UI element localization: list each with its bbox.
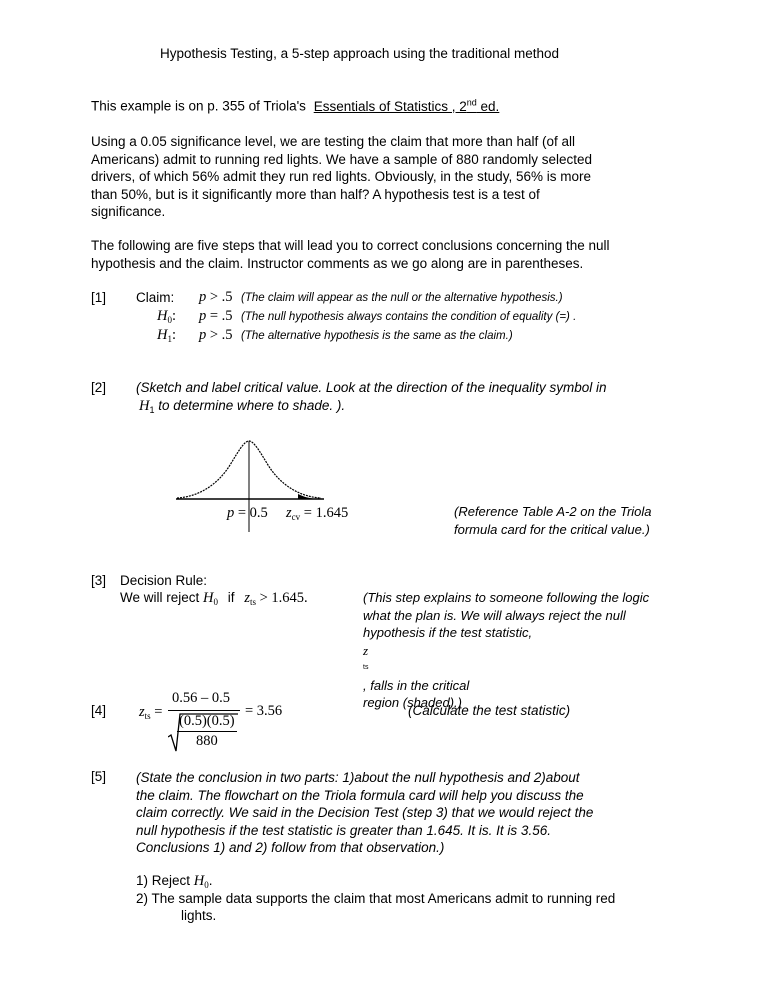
conclusion-1: 1) Reject $H_0$.	[136, 873, 213, 890]
decision-rule: We will reject $H_0$ if $z_{ts} > 1.645$.	[120, 590, 308, 607]
paragraph-line: Americans) admit to running red lights. We have a sample of 880 randomly selected	[91, 151, 593, 167]
inner-numerator: (0.5)(0.5)	[179, 713, 235, 729]
paragraph-line: than 50%, but is it significantly more than half? A hypothesis test is a test of	[91, 186, 540, 202]
test-statistic-result: = 3.56	[245, 703, 283, 719]
step-1-number: [1]	[91, 290, 107, 305]
h0-label: $H_0$:	[157, 308, 177, 325]
note-line: (State the conclusion in two parts: 1)about the null hypothesis and 2)about	[136, 770, 580, 785]
book-title: Essentials of Statistics , 2nd ed.	[313, 97, 500, 114]
mean-label: p = 0.5	[227, 505, 268, 521]
conclusion-2: 2) The sample data supports the claim that most Americans admit to running red	[136, 891, 616, 906]
critical-value-label: $z_{cv} = 1.645$	[286, 505, 349, 522]
h1-note: (The alternative hypothesis is the same as the claim.)	[241, 330, 513, 342]
paragraph-line: drivers, of which 56% admit they run red lights. Obviously, in the study, 56% is more	[91, 169, 591, 184]
note-line: claim correctly. We said in the Decision Test (step 3) that we would reject the	[136, 805, 594, 820]
claim-label: Claim:	[136, 290, 175, 305]
conclusion-instruction	[136, 769, 593, 857]
step-2-instruction: (Sketch and label critical value. Look at the direction of the inequality symbol in	[136, 380, 607, 395]
paragraph-line: Using a 0.05 significance level, we are testing the claim that more than half (of all	[91, 134, 576, 149]
paragraph-line: hypothesis and the claim. Instructor comments as we go along are in parentheses.	[91, 255, 584, 271]
note-line: (This step explains to someone following the logic	[363, 590, 650, 605]
calculate-note: (Calculate the test statistic)	[408, 703, 571, 718]
note-line: hypothesis if the test statistic, z ts , falls in the critical	[363, 625, 533, 693]
h1-label: $H_1$:	[157, 327, 177, 344]
note-line: region (shaded).)	[363, 695, 462, 710]
step-5-number: [5]	[91, 769, 107, 784]
note-line: formula card for the critical value.)	[454, 521, 650, 537]
z-test-symbol: $z_{ts}$ =	[139, 704, 163, 721]
claim-expression: p > .5	[199, 289, 233, 305]
conclusion-2-continued: lights.	[181, 908, 217, 923]
edition-superscript: nd	[466, 97, 477, 107]
intro-line	[91, 97, 499, 114]
inner-denominator: 880	[196, 733, 218, 749]
decision-rule-label: Decision Rule:	[120, 573, 208, 588]
step-2-instruction-line2: $H_1$ to determine where to shade. ).	[139, 398, 346, 415]
decision-rule-note	[363, 589, 649, 712]
page-title: Hypothesis Testing, a 5-step approach using the traditional method	[160, 46, 559, 61]
claim-note: (The claim will appear as the null or the alternative hypothesis.)	[241, 292, 563, 304]
h1-expression: p > .5	[199, 327, 233, 343]
note-line: what the plan is. We will always reject the null	[363, 607, 626, 623]
reference-note	[454, 503, 652, 538]
steps-intro-paragraph	[91, 237, 691, 272]
inner-fraction-bar	[177, 731, 237, 732]
h0-expression: p = .5	[199, 308, 233, 324]
numerator: 0.56 – 0.5	[172, 690, 230, 706]
paragraph-line: The following are five steps that will lead you to correct conclusions concerning the null	[91, 238, 610, 253]
intro-paragraph	[91, 133, 691, 221]
note-line: the claim. The flowchart on the Triola formula card will help you discuss the	[136, 787, 584, 803]
h0-note: (The null hypothesis always contains the condition of equality (=) .	[241, 311, 577, 323]
paragraph-line: significance.	[91, 204, 166, 219]
intro-prefix: This example is on p. 355 of Triola's	[91, 98, 306, 114]
step-2-number: [2]	[91, 380, 107, 395]
step-4-number: [4]	[91, 703, 107, 718]
note-line: Conclusions 1) and 2) follow from that observation.)	[136, 840, 445, 855]
step-3-number: [3]	[91, 573, 107, 588]
note-line: (Reference Table A-2 on the Triola	[454, 504, 652, 519]
note-line: null hypothesis if the test statistic is greater than 1.645. It is. It is 3.56.	[136, 822, 551, 838]
